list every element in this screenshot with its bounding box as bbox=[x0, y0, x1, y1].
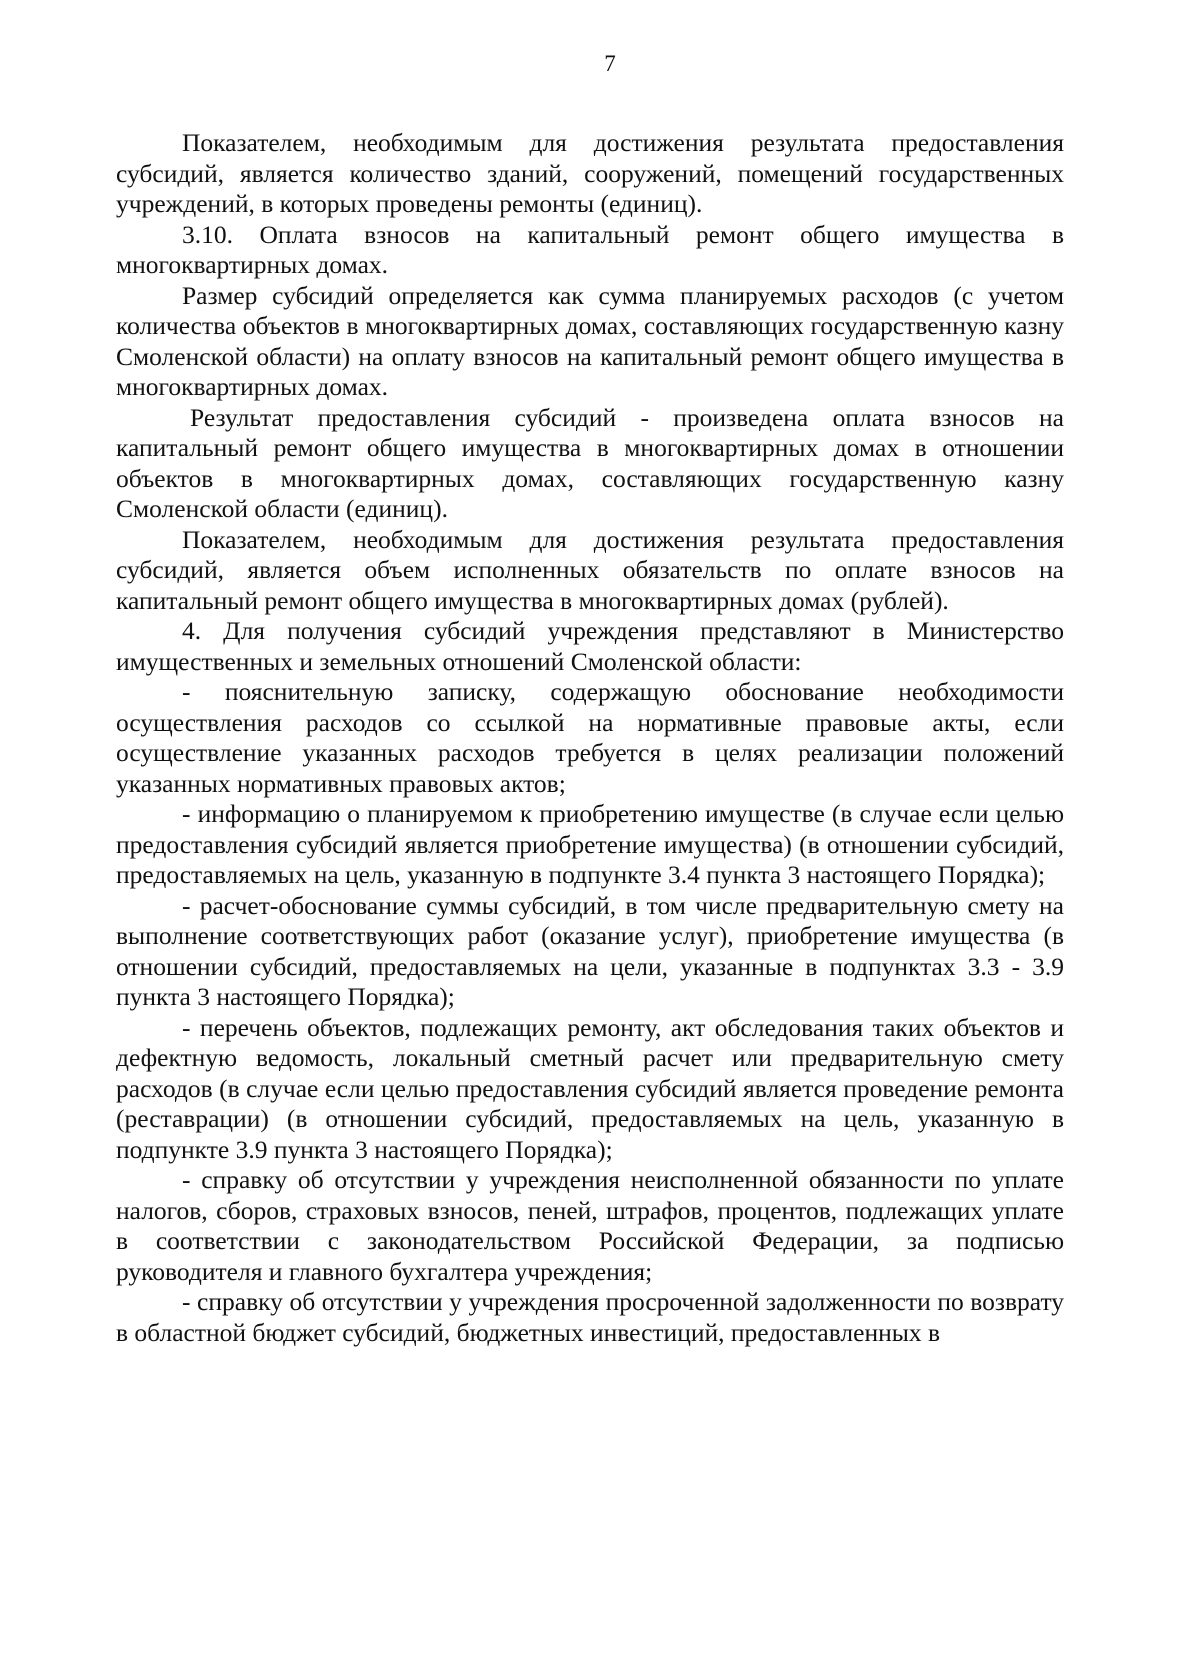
document-body bbox=[116, 128, 1064, 1348]
page-number: 7 bbox=[604, 51, 616, 76]
list-item: - справку об отсутствии у учреждения просроченной задолженности по возврату в областной бюджет субсидий, бюджетных инвестиций, предоставленных в bbox=[116, 1287, 1064, 1347]
list-item: - пояснительную записку, содержащую обоснование необходимости осуществления расходов со ссылкой на нормативные правовые акты, если осуществление указанных расходов требуется в целях реализации положений указанных нормативных правовых актов; bbox=[116, 677, 1064, 798]
list-item: - расчет-обоснование суммы субсидий, в том числе предварительную смету на выполнение соответствующих работ (оказание услуг), приобретение имущества (в отношении субсидий, предоставляемых на цели, указанные в подпунктах 3.3 - 3.9 пункта 3 настоящего Порядка); bbox=[116, 890, 1064, 1011]
section-heading: 3.10. Оплата взносов на капитальный ремонт общего имущества в многоквартирных домах. bbox=[116, 219, 1064, 279]
section-heading: 4. Для получения субсидий учреждения представляют в Министерство имущественных и земельных отношений Смоленской области: bbox=[116, 616, 1064, 676]
paragraph: Результат предоставления субсидий - произведена оплата взносов на капитальный ремонт общего имущества в многоквартирных домах в отношении объектов в многоквартирных домах, составляющих государственную казну Смоленской области (единиц). bbox=[116, 402, 1064, 523]
list-item: - перечень объектов, подлежащих ремонту, акт обследования таких объектов и дефектную ведомость, локальный сметный расчет или предварительную смету расходов (в случае если целью предоставления субсидий является проведение ремонта (реставрации) (в отношении субсидий, предоставляемых на цель, указанную в подпункте 3.9 пункта 3 настоящего Порядка); bbox=[116, 1012, 1064, 1164]
list-item: - справку об отсутствии у учреждения неисполненной обязанности по уплате налогов, сборов, страховых взносов, пеней, штрафов, процентов, подлежащих уплате в соответствии с законодательством Российской Федерации, за подписью руководителя и главного бухгалтера учреждения; bbox=[116, 1165, 1064, 1286]
list-item: - информацию о планируемом к приобретению имуществе (в случае если целью предоставления субсидий является приобретение имущества) (в отношении субсидий, предоставляемых на цель, указанную в подпункте 3.4 пункта 3 настоящего Порядка); bbox=[116, 799, 1064, 889]
paragraph: Размер субсидий определяется как сумма планируемых расходов (с учетом количества объектов в многоквартирных домах, составляющих государственную казну Смоленской области) на оплату взносов на капитальный ремонт общего имущества в многоквартирных домах. bbox=[116, 280, 1064, 401]
paragraph: Показателем, необходимым для достижения результата предоставления субсидий, является количество зданий, сооружений, помещений государственных учреждений, в которых проведены ремонты (единиц). bbox=[116, 128, 1064, 218]
paragraph: Показателем, необходимым для достижения результата предоставления субсидий, является объем исполненных обязательств по оплате взносов на капитальный ремонт общего имущества в многоквартирных домах (рублей). bbox=[116, 524, 1064, 615]
